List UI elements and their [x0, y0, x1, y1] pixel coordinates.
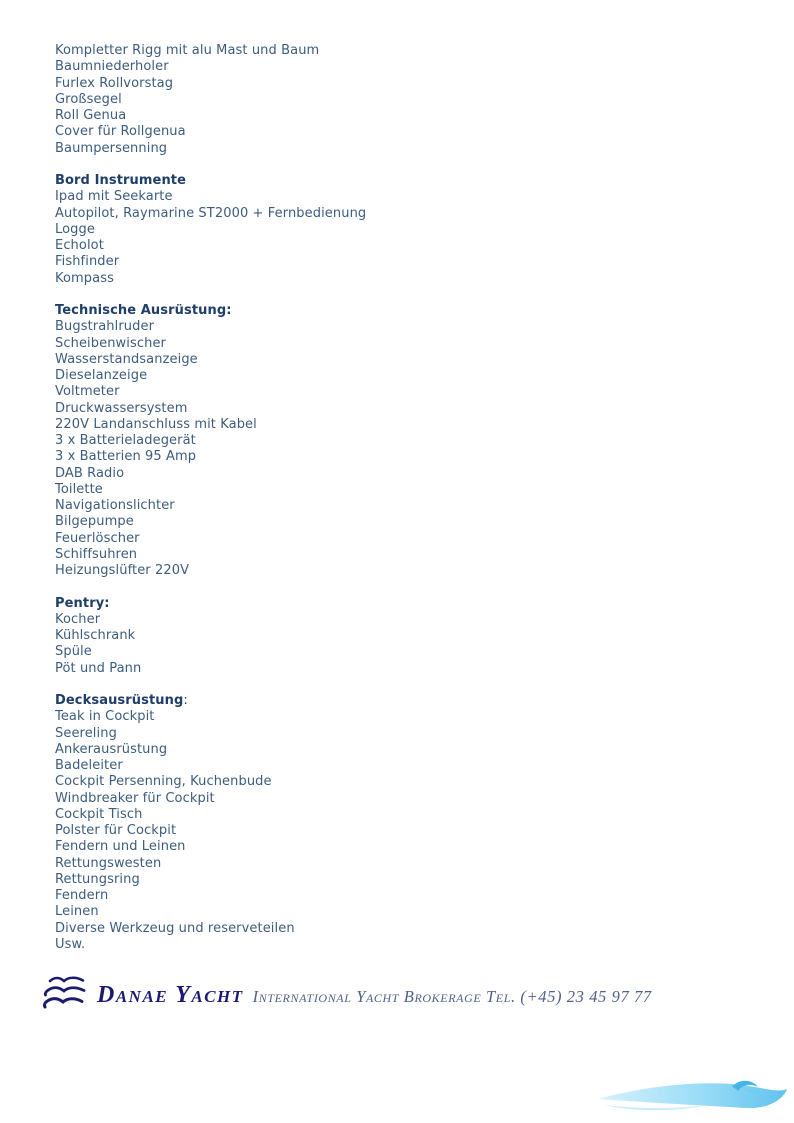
section-heading — [55, 173, 715, 189]
section-heading — [55, 303, 715, 319]
equipment-item: Cover für Rollgenua — [55, 124, 186, 140]
equipment-item: Wasserstandsanzeige — [55, 351, 198, 367]
section-heading-text: Technische Ausrüstung: — [55, 303, 232, 318]
section-heading — [55, 693, 715, 709]
equipment-item: Voltmeter — [55, 384, 120, 400]
equipment-item: Dieselanzeige — [55, 368, 148, 383]
section-pentry — [55, 596, 715, 677]
equipment-item: Kühlschrank — [55, 628, 136, 643]
equipment-item: Cockpit Persenning, Kuchenbude — [55, 774, 272, 790]
equipment-item: Polster für Cockpit — [55, 823, 177, 838]
blue-swoosh-dolphin-watermark — [596, 1078, 794, 1120]
equipment-item: Großsegel — [55, 91, 122, 107]
equipment-item: 3 x Batterien 95 Amp — [55, 449, 197, 465]
equipment-item: Pöt und Pann — [55, 660, 142, 676]
equipment-item: Usw. — [55, 936, 86, 952]
equipment-item: Kompletter Rigg mit alu Mast und Baum — [55, 43, 320, 58]
section-heading-text: Decksausrüstung — [55, 693, 184, 708]
equipment-item: Seereling — [55, 725, 117, 741]
equipment-item: Leinen — [55, 904, 99, 920]
equipment-item: Schiffsuhren — [55, 546, 138, 562]
equipment-item: Echolot — [55, 238, 104, 253]
equipment-item: Baumniederholer — [55, 59, 169, 75]
equipment-item: Autopilot, Raymarine ST2000 + Fernbedienung — [55, 205, 367, 221]
section-technische-ausruestung — [55, 303, 715, 579]
equipment-item: Badeleiter — [55, 758, 123, 773]
equipment-item: Diverse Werkzeug und reserveteilen — [55, 920, 295, 936]
footer-brand-line — [97, 983, 652, 1010]
equipment-item: Feuerlöscher — [55, 530, 140, 546]
section-heading-suffix: : — [183, 693, 188, 708]
brand-tagline: International Yacht Brokerage Tel. (+45) 23 45 97 77 — [252, 987, 652, 1006]
equipment-item: Roll Genua — [55, 108, 127, 123]
section-rigg — [55, 43, 715, 157]
section-heading-text: Bord Instrumente — [55, 173, 187, 188]
equipment-item: 220V Landanschluss mit Kabel — [55, 416, 257, 432]
equipment-item: DAB Radio — [55, 465, 125, 481]
equipment-list — [55, 43, 715, 953]
equipment-item: Teak in Cockpit — [55, 709, 155, 725]
equipment-item: Ipad mit Seekarte — [55, 189, 173, 205]
section-heading — [55, 596, 715, 612]
equipment-item: Fishfinder — [55, 254, 120, 270]
equipment-item: Fendern — [55, 888, 109, 903]
equipment-item: Kocher — [55, 611, 101, 627]
equipment-item: Rettungswesten — [55, 855, 162, 871]
equipment-item: Bugstrahlruder — [55, 319, 155, 335]
section-bord-instrumente — [55, 173, 715, 287]
equipment-item: 3 x Batterieladegerät — [55, 433, 196, 448]
equipment-item: Ankerausrüstung — [55, 741, 168, 757]
section-heading-text: Pentry: — [55, 595, 110, 611]
equipment-item: Rettungsring — [55, 871, 140, 887]
equipment-item: Kompass — [55, 270, 114, 286]
three-birds-waves-icon — [43, 974, 89, 1010]
equipment-item: Toilette — [55, 481, 103, 497]
footer-brand — [43, 974, 652, 1010]
equipment-item: Windbreaker für Cockpit — [55, 790, 215, 806]
equipment-item: Heizungslüfter 220V — [55, 563, 190, 578]
equipment-item: Bilgepumpe — [55, 514, 134, 530]
equipment-item: Navigationslichter — [55, 498, 175, 513]
equipment-item: Baumpersenning — [55, 140, 168, 156]
equipment-item: Scheibenwischer — [55, 335, 166, 351]
equipment-item: Fendern und Leinen — [55, 839, 186, 855]
equipment-item: Furlex Rollvorstag — [55, 75, 174, 91]
equipment-item: Cockpit Tisch — [55, 806, 143, 822]
equipment-item: Logge — [55, 221, 95, 237]
equipment-item: Druckwassersystem — [55, 400, 188, 416]
section-decksausruestung — [55, 693, 715, 953]
equipment-item: Spüle — [55, 644, 92, 660]
brand-name: Danae Yacht — [97, 982, 244, 1008]
